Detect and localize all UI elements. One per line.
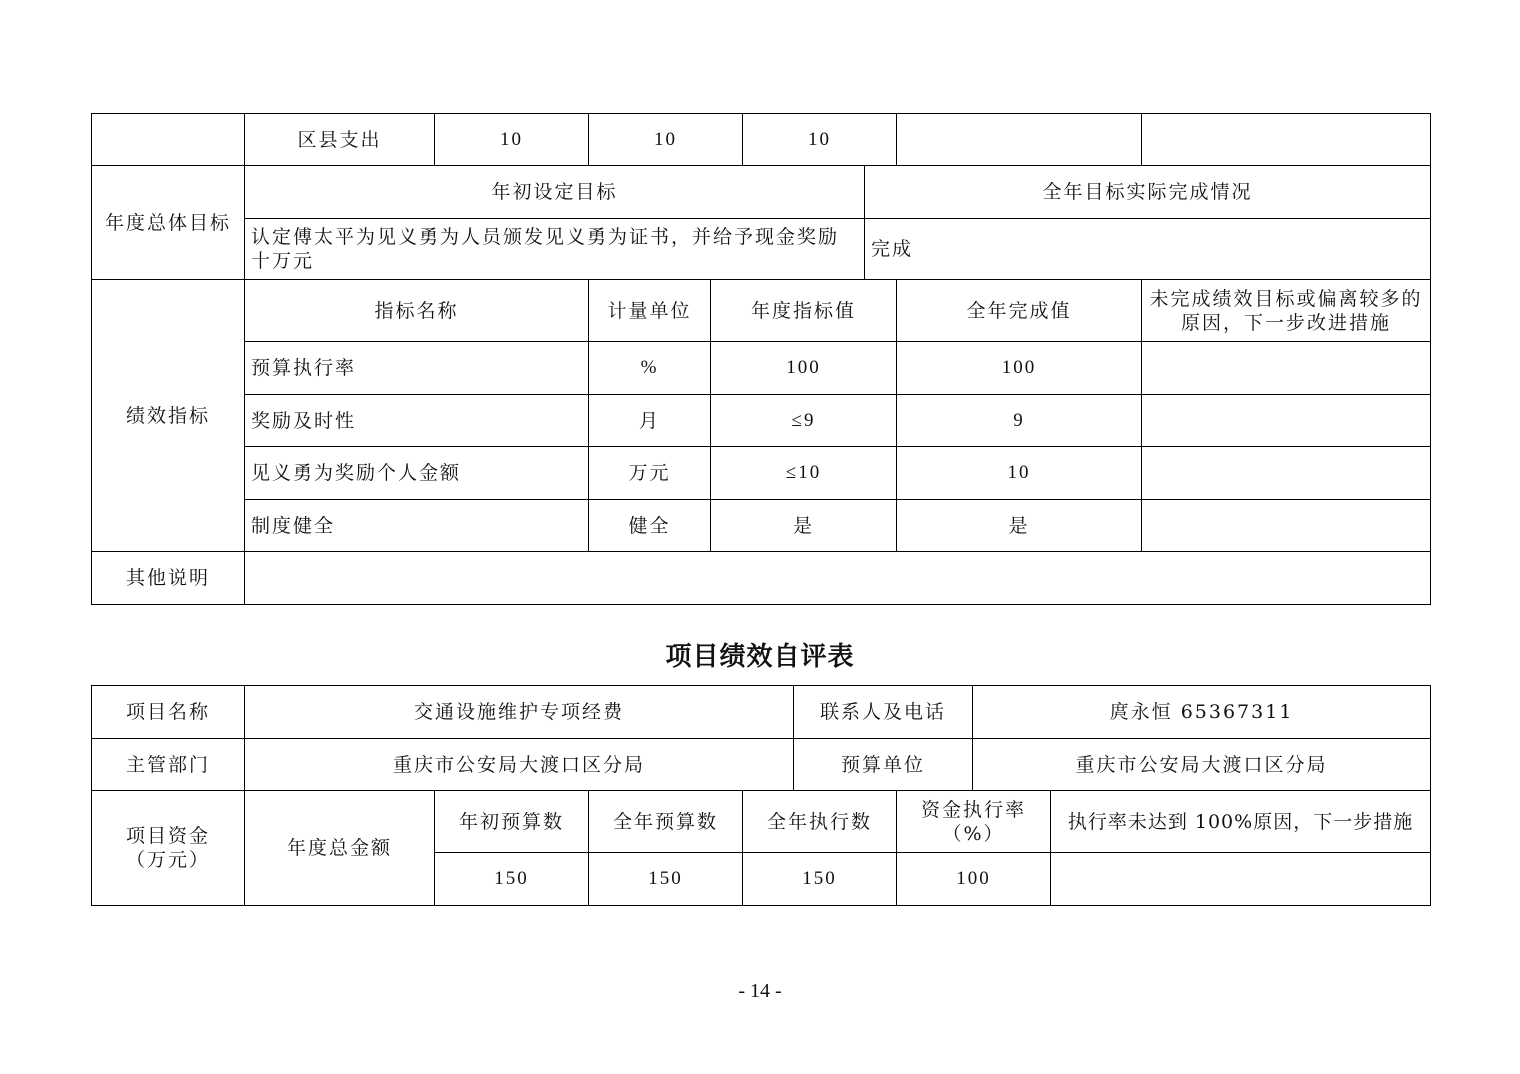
indicator-row [92,447,1431,500]
project-name-label: 项目名称 [92,686,245,739]
indicator-name: 见义勇为奖励个人金额 [245,447,589,500]
funds-header: 全年执行数 [743,791,897,853]
indicator-actual: 是 [897,500,1142,552]
indicator-actual: 10 [897,447,1142,500]
county-expense-value: 10 [589,114,743,166]
indicator-reason [1142,447,1431,500]
indicator-target: 100 [711,342,897,395]
empty-cell [92,114,245,166]
county-expense-row [92,114,1431,166]
project-name-row [92,686,1431,739]
goal-actual-header: 全年目标实际完成情况 [865,166,1431,219]
indicator-header: 未完成绩效目标或偏离较多的原因，下一步改进措施 [1142,280,1431,342]
indicator-name: 预算执行率 [245,342,589,395]
indicator-header: 指标名称 [245,280,589,342]
indicator-unit: 月 [589,395,711,447]
county-expense-value: 10 [435,114,589,166]
funds-value: 150 [435,853,589,906]
project-name-value: 交通设施维护专项经费 [245,686,794,739]
indicator-header-row [92,280,1431,342]
page-number: - 14 - [738,980,782,1002]
annual-total-label: 年度总金额 [245,791,435,906]
indicator-row [92,395,1431,447]
project-funds-label-line1: 项目资金 [125,825,210,847]
funds-header: 资金执行率（%） [897,791,1051,853]
goal-set-text: 认定傅太平为见义勇为人员颁发见义勇为证书，并给予现金奖励十万元 [245,219,865,280]
budget-unit-label: 预算单位 [794,739,973,791]
indicator-name: 奖励及时性 [245,395,589,447]
project-self-evaluation-table [91,685,1431,906]
annual-goal-header-row [92,166,1431,219]
contact-label: 联系人及电话 [794,686,973,739]
performance-indicator-label: 绩效指标 [92,280,245,552]
indicator-reason [1142,395,1431,447]
indicator-target: ≤9 [711,395,897,447]
indicator-unit: % [589,342,711,395]
indicator-header: 全年完成值 [897,280,1142,342]
department-label: 主管部门 [92,739,245,791]
county-expense-label: 区县支出 [245,114,435,166]
indicator-actual: 100 [897,342,1142,395]
other-notes-value [245,552,1431,605]
contact-value: 庹永恒 65367311 [973,686,1431,739]
funds-value: 100 [897,853,1051,906]
funds-header-row [92,791,1431,853]
indicator-reason [1142,500,1431,552]
funds-value: 150 [743,853,897,906]
other-notes-label: 其他说明 [92,552,245,605]
department-value: 重庆市公安局大渡口区分局 [245,739,794,791]
indicator-name: 制度健全 [245,500,589,552]
indicator-unit: 万元 [589,447,711,500]
funds-value [1051,853,1431,906]
goal-set-header: 年初设定目标 [245,166,865,219]
indicator-actual: 9 [897,395,1142,447]
indicator-row [92,500,1431,552]
indicator-header: 计量单位 [589,280,711,342]
project-self-evaluation-title: 项目绩效自评表 [665,642,855,672]
department-row [92,739,1431,791]
funds-header: 年初预算数 [435,791,589,853]
county-expense-value: 10 [743,114,897,166]
annual-goal-content-row [92,219,1431,280]
project-funds-label [92,791,245,906]
funds-value: 150 [589,853,743,906]
indicator-unit: 健全 [589,500,711,552]
indicator-header: 年度指标值 [711,280,897,342]
project-funds-label-line2: （万元） [125,849,210,871]
annual-goal-label: 年度总体目标 [92,166,245,280]
indicator-reason [1142,342,1431,395]
goal-actual-text: 完成 [865,219,1431,280]
indicator-target: 是 [711,500,897,552]
performance-table-continued [91,113,1431,605]
county-expense-value [1142,114,1431,166]
funds-header: 全年预算数 [589,791,743,853]
county-expense-value [897,114,1142,166]
other-notes-row [92,552,1431,605]
indicator-target: ≤10 [711,447,897,500]
funds-header: 执行率未达到 100%原因，下一步措施 [1051,791,1431,853]
indicator-row [92,342,1431,395]
budget-unit-value: 重庆市公安局大渡口区分局 [973,739,1431,791]
